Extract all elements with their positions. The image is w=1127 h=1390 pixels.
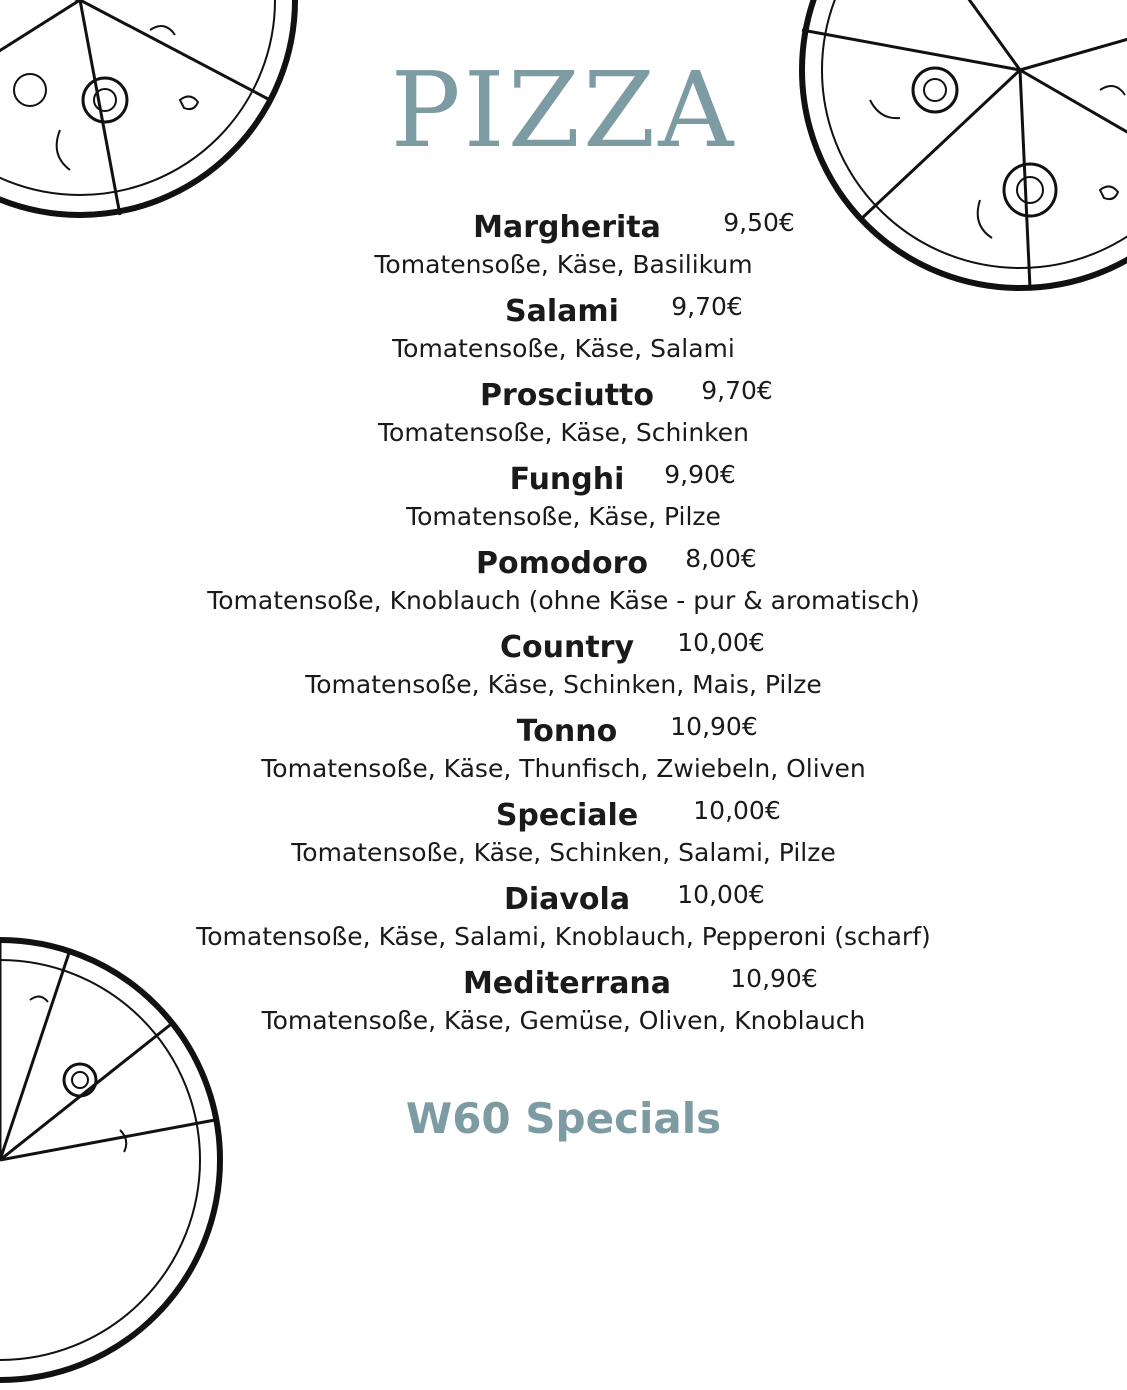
pizza-price: 10,90€: [670, 712, 758, 741]
pizza-description: Tomatensoße, Käse, Pilze: [406, 502, 721, 531]
pizza-name: Funghi: [509, 462, 625, 497]
menu-item-funghi: [0, 458, 1127, 542]
menu-title: PIZZA: [390, 49, 737, 171]
menu-item-mediterrana: [0, 962, 1127, 1046]
menu-item-prosciutto: [0, 374, 1127, 458]
pizza-description: Tomatensoße, Käse, Schinken, Salami, Pilze: [291, 838, 836, 867]
pizza-description: Tomatensoße, Käse, Salami: [392, 334, 735, 363]
pizza-description: Tomatensoße, Knoblauch (ohne Käse - pur & aromatisch): [207, 586, 920, 615]
pizza-name: Speciale: [495, 798, 639, 833]
menu-item-pomodoro: [0, 542, 1127, 626]
pizza-price: 9,50€: [723, 208, 795, 237]
pizza-name: Margherita: [473, 210, 661, 245]
menu-item-diavola: [0, 878, 1127, 962]
pizza-name: Diavola: [503, 882, 631, 917]
pizza-price: 10,00€: [693, 796, 781, 825]
pizza-description: Tomatensoße, Käse, Salami, Knoblauch, Pepperoni (scharf): [196, 922, 931, 951]
menu-item-country: [0, 626, 1127, 710]
pizza-name: Salami: [505, 294, 619, 329]
menu-item-speciale: [0, 794, 1127, 878]
pizza-description: Tomatensoße, Käse, Gemüse, Oliven, Knoblauch: [261, 1006, 866, 1035]
pizza-menu-list: [0, 206, 1127, 1046]
pizza-price: 9,90€: [664, 460, 736, 489]
pizza-price: 9,70€: [671, 292, 743, 321]
pizza-name: Pomodoro: [476, 546, 648, 581]
pizza-description: Tomatensoße, Käse, Thunfisch, Zwiebeln, Oliven: [261, 754, 866, 783]
pizza-description: Tomatensoße, Käse, Basilikum: [374, 250, 753, 279]
menu-item-margherita: [0, 206, 1127, 290]
menu-item-tonno: [0, 710, 1127, 794]
pizza-description: Tomatensoße, Käse, Schinken: [378, 418, 749, 447]
pizza-name: Country: [499, 630, 635, 665]
pizza-description: Tomatensoße, Käse, Schinken, Mais, Pilze: [305, 670, 822, 699]
specials-heading: W60 Specials: [405, 1094, 722, 1143]
pizza-name: Prosciutto: [480, 378, 654, 413]
pizza-price: 10,00€: [677, 628, 765, 657]
pizza-price: 9,70€: [701, 376, 773, 405]
pizza-price: 8,00€: [685, 544, 757, 573]
pizza-name: Mediterrana: [462, 966, 672, 1001]
pizza-price: 10,00€: [677, 880, 765, 909]
menu-item-salami: [0, 290, 1127, 374]
pizza-price: 10,90€: [730, 964, 818, 993]
pizza-name: Tonno: [516, 714, 618, 749]
